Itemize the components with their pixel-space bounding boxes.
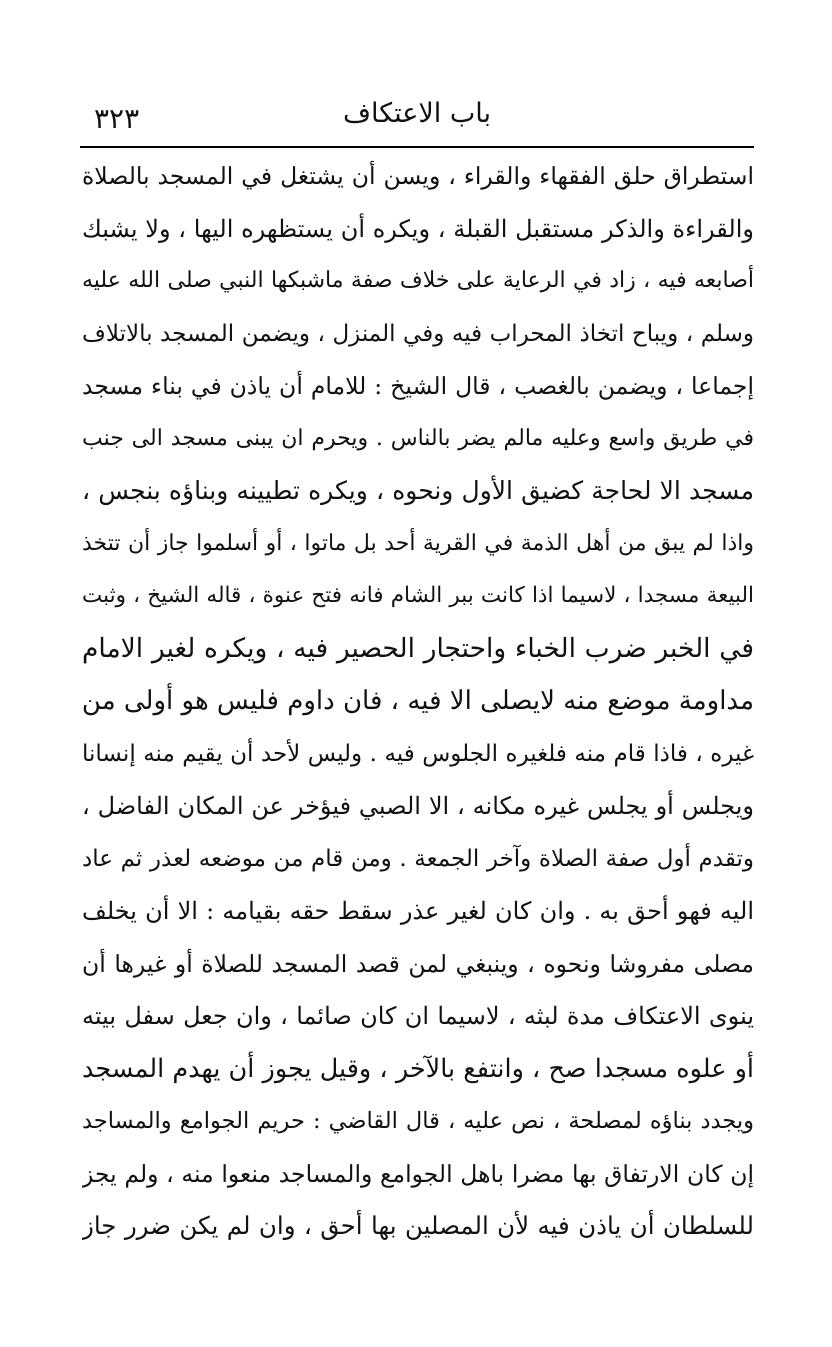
page-number: ٣٢٣ [94, 102, 140, 135]
text-line: أصابعه فيه ، زاد في الرعاية على خلاف صفة ماشبكها النبي صلى الله عليه [82, 268, 754, 293]
text-line: والقراءة والذكر مستقبل القبلة ، ويكره أن يستظهره اليها ، ولا يشبك [82, 214, 754, 243]
text-line: مداومة موضع منه لايصلى الا فيه ، فان داوم فليس هو أولى من [82, 686, 754, 716]
page-header [80, 94, 754, 138]
text-line: أو علوه مسجدا صح ، وانتفع بالآخر ، وقيل يجوز أن يهدم المسجد [82, 1053, 754, 1084]
text-line: في الخبر ضرب الخباء واحتجار الحصير فيه ، ويكره لغير الامام [82, 632, 754, 664]
text-line: واذا لم يبق من أهل الذمة في القرية أحد بل ماتوا ، أو أسلموا جاز أن تتخذ [82, 530, 754, 556]
text-line: استطراق حلق الفقهاء والقراء ، ويسن أن يشتغل في المسجد بالصلاة [82, 162, 754, 190]
text-line: إجماعا ، ويضمن بالغصب ، قال الشيخ : للامام أن ياذن في بناء مسجد [82, 372, 754, 400]
running-head: باب الاعتكاف [342, 98, 492, 129]
text-line: البيعة مسجدا ، لاسيما اذا كانت ببر الشام فانه فتح عنوة ، قاله الشيخ ، وثبت [82, 583, 754, 608]
text-line: وتقدم أول صفة الصلاة وآخر الجمعة . ومن قام من موضعه لعذر ثم عاد [82, 845, 754, 872]
text-line: غيره ، فاذا قام منه فلغيره الجلوس فيه . وليس لأحد أن يقيم منه إنسانا [82, 740, 754, 767]
text-line: للسلطان أن ياذن فيه لأن المصلين بها أحق ، وان لم يكن ضرر جاز [82, 1211, 754, 1240]
text-line: إن كان الارتفاق بها مضرا باهل الجوامع والمساجد منعوا منه ، ولم يجز [82, 1159, 754, 1188]
text-line: اليه فهو أحق به . وان كان لغير عذر سقط حقه بقيامه : الا أن يخلف [82, 897, 754, 925]
header-rule [80, 146, 754, 148]
text-line: ويجدد بناؤه لمصلحة ، نص عليه ، قال القاضي : حريم الجوامع والمساجد [82, 1108, 754, 1134]
text-line: ينوى الاعتكاف مدة لبثه ، لاسيما ان كان صائما ، وان جعل سفل بيته [82, 1002, 754, 1030]
body-text [82, 150, 754, 1253]
text-line: وسلم ، ويباح اتخاذ المحراب فيه وفي المنزل ، ويضمن المسجد بالاتلاف [82, 320, 754, 347]
text-line: في طريق واسع وعليه مالم يضر بالناس . ويحرم ان يبنى مسجد الى جنب [82, 425, 754, 451]
text-line: ويجلس أو يجلس غيره مكانه ، الا الصبي فيؤخر عن المكان الفاضل ، [82, 792, 754, 820]
text-line: مصلى مفروشا ونحوه ، وينبغي لمن قصد المسجد للصلاة أو غيرها أن [82, 949, 754, 978]
text-line: مسجد الا لحاجة كضيق الأول ونحوه ، ويكره تطيينه وبناؤه بنجس ، [82, 476, 754, 505]
